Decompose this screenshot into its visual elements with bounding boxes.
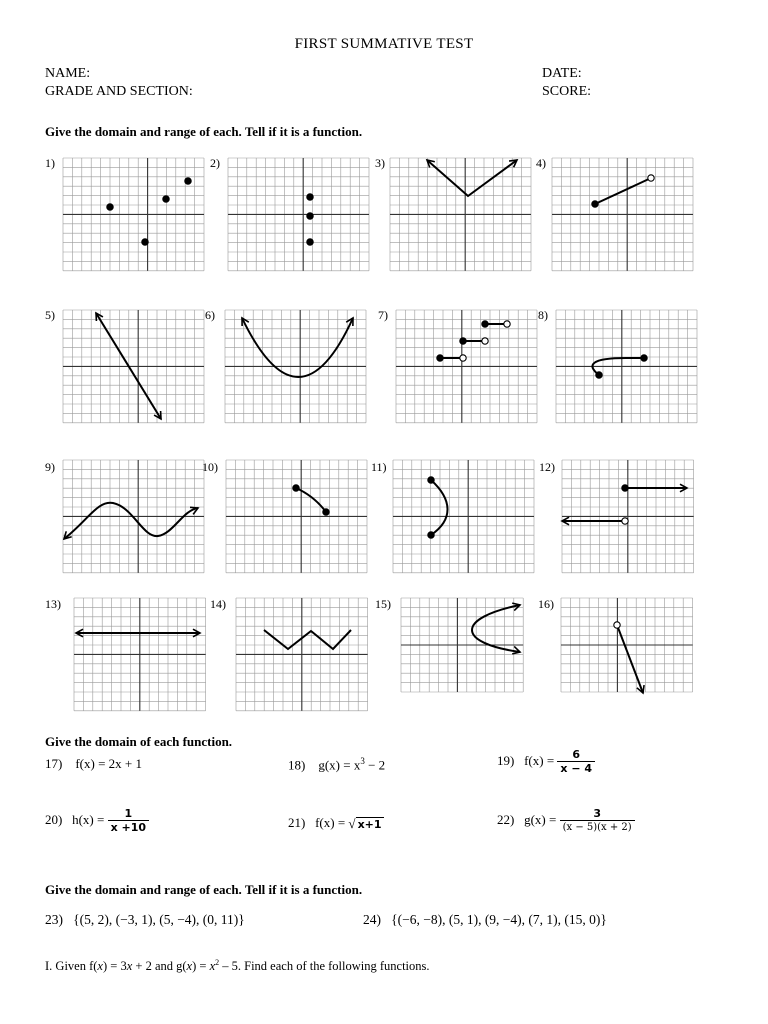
- ordered-pair-set: {(−6, −8), (5, 1), (9, −4), (7, 1), (15, 0)}: [391, 912, 607, 927]
- section1-instruction: Give the domain and range of each. Tell if it is a function.: [45, 124, 363, 139]
- open-point: [482, 338, 488, 344]
- grid: [401, 598, 523, 692]
- numerator: 3: [593, 807, 601, 820]
- fraction: [560, 808, 635, 834]
- problem-number: 3): [375, 156, 385, 170]
- problem-number: 15): [375, 597, 391, 611]
- open-point: [460, 355, 466, 361]
- problem-number: 6): [205, 308, 215, 322]
- numerator: 1: [124, 807, 133, 820]
- text: I. Given f(: [45, 959, 98, 974]
- test-title: FIRST SUMMATIVE TEST: [294, 36, 474, 52]
- problem-18: [288, 756, 385, 773]
- ordered-pair-set: {(5, 2), (−3, 1), (5, −4), (0, 11)}: [73, 912, 245, 927]
- grade-section-label: GRADE AND SECTION:: [45, 84, 193, 99]
- section4-instruction: [45, 958, 430, 974]
- closed-point: [482, 321, 488, 327]
- text: + 2 and g(: [132, 959, 187, 974]
- problem-number: 14): [210, 597, 226, 611]
- text: – 5. Find each of the following functions.: [219, 959, 430, 974]
- problem-17: [45, 756, 142, 772]
- graph-7: [396, 310, 538, 423]
- problem-number: 4): [536, 156, 546, 170]
- name-label: NAME:: [45, 66, 91, 81]
- problem-number: 5): [45, 308, 55, 322]
- problem-number: 24): [363, 912, 381, 927]
- open-point: [614, 622, 620, 628]
- problem-19: [497, 749, 595, 775]
- problem-number: 22): [497, 811, 515, 827]
- problem-20: [45, 808, 149, 834]
- closed-point: [185, 178, 191, 184]
- exponent: 2: [215, 958, 220, 967]
- section2-instruction: Give the domain of each function.: [45, 734, 233, 749]
- function-expression: f(x) = 2x + 1: [75, 756, 142, 771]
- problem-number: 7): [378, 308, 388, 322]
- problem-number: 2): [210, 156, 220, 170]
- problem-number: 23): [45, 912, 63, 927]
- graph-6: [225, 310, 367, 423]
- closed-point: [596, 372, 602, 378]
- function-lhs: h(x) =: [72, 811, 108, 827]
- section3-instruction: Give the domain and range of each. Tell if it is a function.: [45, 882, 363, 897]
- closed-point: [107, 204, 113, 210]
- grid: [390, 158, 531, 271]
- function-rhs: − 2: [364, 757, 386, 773]
- variable: x: [97, 959, 103, 974]
- numerator: 6: [572, 748, 581, 761]
- closed-point: [592, 201, 598, 207]
- function-lhs: g(x) = x: [318, 757, 361, 773]
- graph-2: [228, 158, 370, 271]
- graph-3: [390, 158, 532, 271]
- grid: [393, 460, 534, 573]
- closed-point: [307, 194, 313, 200]
- fraction: [108, 808, 149, 834]
- graph-9: [63, 460, 205, 573]
- problem-number: 12): [539, 460, 555, 474]
- function-lhs: f(x) =: [524, 752, 558, 768]
- closed-point: [641, 355, 647, 361]
- grid: [396, 310, 537, 423]
- square-root: [348, 816, 383, 832]
- closed-point: [622, 485, 628, 491]
- grid: [63, 310, 204, 423]
- closed-point: [307, 213, 313, 219]
- graph-8: [556, 310, 698, 423]
- graph-1: [63, 158, 205, 271]
- denominator: (x − 5)(x + 2): [560, 820, 635, 834]
- date-label: DATE:: [542, 66, 582, 81]
- problem-23: [45, 912, 245, 928]
- grid: [561, 598, 693, 692]
- closed-point: [323, 509, 329, 515]
- problem-number: 18): [288, 757, 306, 773]
- problem-number: 21): [288, 815, 306, 830]
- problem-number: 8): [538, 308, 548, 322]
- graph-11: [393, 460, 535, 573]
- problem-24: [363, 912, 607, 928]
- graph-13: [74, 598, 216, 711]
- problem-number: 19): [497, 752, 515, 768]
- graph-14: [236, 598, 378, 711]
- exponent: 3: [360, 756, 365, 766]
- graph-15: [401, 598, 543, 711]
- radicand: x+1: [357, 818, 382, 832]
- problem-21: [288, 815, 384, 832]
- graph-4: [552, 158, 694, 271]
- grid: [63, 158, 204, 271]
- closed-point: [428, 477, 434, 483]
- problem-22: [497, 808, 635, 834]
- curve: [64, 503, 198, 539]
- problem-number: 10): [202, 460, 218, 474]
- problem-number: 20): [45, 811, 63, 827]
- closed-point: [293, 485, 299, 491]
- curve: [296, 488, 326, 512]
- grid: [552, 158, 693, 271]
- grid: [74, 598, 206, 711]
- problem-number: 1): [45, 156, 55, 170]
- closed-point: [142, 239, 148, 245]
- graph-5: [63, 310, 205, 423]
- fraction: [557, 749, 595, 775]
- grid: [556, 310, 697, 423]
- grid: [236, 598, 368, 711]
- radical-sign: √: [348, 816, 356, 832]
- problem-number: 13): [45, 597, 61, 611]
- grid: [228, 158, 369, 271]
- graph-12: [562, 460, 704, 573]
- open-point: [648, 175, 654, 181]
- grid: [562, 460, 694, 573]
- curve: [427, 160, 517, 196]
- closed-point: [437, 355, 443, 361]
- function-lhs: f(x) =: [315, 815, 349, 830]
- text: ) =: [192, 959, 210, 974]
- variable: x: [209, 959, 216, 974]
- problem-number: 17): [45, 756, 63, 771]
- text: ) = 3: [102, 959, 127, 974]
- graph-16: [561, 598, 703, 711]
- problem-number: 16): [538, 597, 554, 611]
- denominator: x +10: [108, 820, 149, 834]
- curve: [264, 630, 351, 649]
- curve: [595, 178, 651, 204]
- closed-point: [163, 196, 169, 202]
- closed-point: [307, 239, 313, 245]
- closed-point: [428, 532, 434, 538]
- closed-point: [460, 338, 466, 344]
- open-point: [504, 321, 510, 327]
- open-point: [622, 518, 628, 524]
- grid: [226, 460, 367, 573]
- problem-number: 9): [45, 460, 55, 474]
- variable: x: [186, 959, 193, 974]
- denominator: x − 4: [557, 761, 595, 775]
- function-lhs: g(x) =: [524, 811, 560, 827]
- problem-number: 11): [371, 460, 387, 474]
- variable: x: [126, 959, 133, 974]
- graph-10: [226, 460, 368, 573]
- score-label: SCORE:: [542, 84, 592, 99]
